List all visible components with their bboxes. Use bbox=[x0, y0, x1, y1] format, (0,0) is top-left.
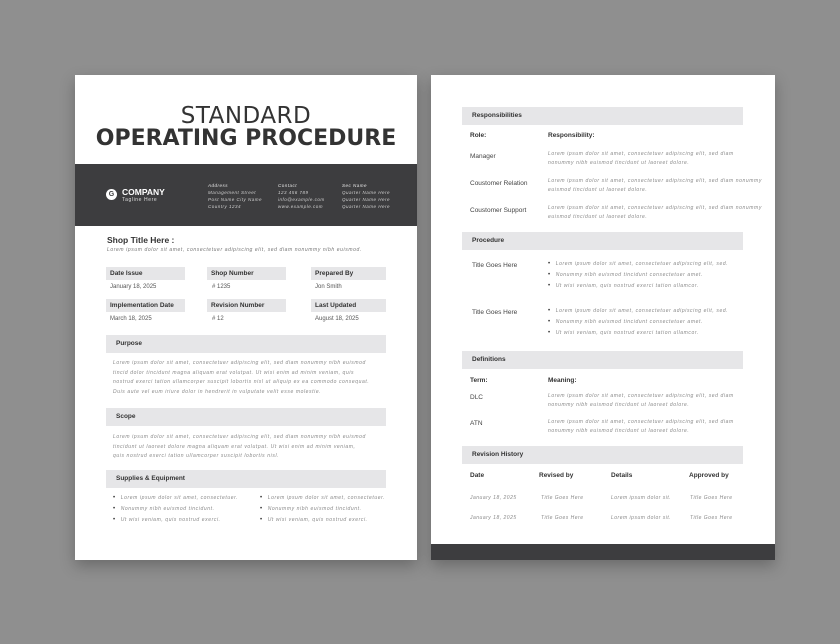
company-logo-icon: G bbox=[106, 189, 117, 200]
footer-band bbox=[431, 544, 775, 560]
shop-number-label: Shop Number bbox=[207, 267, 286, 280]
contact-line: 123 456 789 bbox=[278, 190, 309, 195]
role-customer-relation: Coustomer Relation bbox=[470, 180, 528, 187]
revision-row-approved-by: Title Goes Here bbox=[690, 495, 733, 501]
section-block bbox=[342, 182, 390, 210]
title-line-2: OPERATING PROCEDURE bbox=[95, 126, 397, 151]
responsibilities-heading: Responsibilities bbox=[462, 107, 743, 125]
address-line: Management Street bbox=[208, 190, 257, 195]
company-name: COMPANY bbox=[122, 187, 165, 197]
purpose-heading: Purpose bbox=[106, 335, 386, 353]
date-issue-value: January 18, 2025 bbox=[110, 284, 157, 290]
contact-block bbox=[278, 182, 325, 210]
revision-number-value: # 12 bbox=[212, 316, 224, 322]
sop-page-front bbox=[75, 75, 417, 560]
procedure-step-title: Title Goes Here bbox=[472, 262, 518, 269]
responsibility-text bbox=[548, 150, 734, 167]
list-item: • Lorem ipsum dolor sit amet, consectetuer adipiscing elit, sed. bbox=[548, 259, 728, 270]
role-manager: Manager bbox=[470, 153, 496, 160]
address-line: Country 1234 bbox=[208, 204, 242, 209]
list-item: • Nonummy nibh euismod tincidunt. bbox=[260, 504, 385, 515]
revision-header-details: Details bbox=[611, 472, 633, 479]
revision-header-approved-by: Approved by bbox=[689, 472, 729, 479]
role-column-header: Role: bbox=[470, 132, 487, 139]
responsibility-line: Lorem ipsum dolor sit amet, consectetuer adipiscing elit, sed diam bbox=[548, 151, 734, 157]
purpose-line: nostrud exerci tation ullamcorper suscipit lobortis nisl ut aliquip ex ea commodo consequat. bbox=[113, 379, 370, 385]
address-line: Post Name City Name bbox=[208, 197, 263, 202]
revision-header-date: Date bbox=[470, 472, 485, 479]
list-item: • Lorem ipsum dolor sit amet, consectetuer. bbox=[113, 493, 238, 504]
header-band bbox=[75, 164, 417, 226]
procedure-heading: Procedure bbox=[462, 232, 743, 250]
meaning-column-header: Meaning: bbox=[548, 377, 577, 384]
last-updated-label: Last Updated bbox=[311, 299, 386, 312]
scope-line: tincidunt ut laoreet dolore magna aliquam erat volutpat. Ut wisi enim ad minim veniam, bbox=[113, 443, 356, 450]
meaning-text bbox=[548, 392, 734, 409]
list-item: • Ut wisi veniam, quis nostrud exerci tation ullamcor. bbox=[548, 328, 728, 339]
purpose-line: Duis aute vel eum iriure dolor in hendrerit in vulputate velit esse molestie. bbox=[113, 388, 322, 395]
list-item: • Lorem ipsum dolor sit amet, consectetuer. bbox=[260, 493, 385, 504]
purpose-line: tincid dolor tincidunt magna aliquam erat volutpat. Ut wisi enim ad minim veniam, quis bbox=[113, 369, 355, 376]
section-line: Quarter Name Here bbox=[342, 190, 391, 195]
meaning-text bbox=[548, 418, 734, 435]
list-item: • Nonummy nibh euismod tincidunt. bbox=[113, 504, 238, 515]
prepared-by-label: Prepared By bbox=[311, 267, 386, 280]
last-updated-value: August 18, 2025 bbox=[315, 316, 359, 322]
shop-number-value: # 1235 bbox=[212, 284, 231, 290]
list-item: • Ut wisi veniam, quis nostrud exerci. bbox=[260, 515, 385, 526]
revision-row-date: January 18, 2025 bbox=[470, 495, 517, 501]
list-item: • Nonummy nibh euismod tincidunt consectetuer amet. bbox=[548, 270, 728, 281]
revision-row-details: Lorem ipsum dolor sit. bbox=[611, 495, 672, 501]
supplies-list-1 bbox=[113, 493, 238, 526]
procedure-step-title: Title Goes Here bbox=[472, 309, 518, 316]
supplies-heading: Supplies & Equipment bbox=[106, 470, 386, 488]
responsibility-text bbox=[548, 204, 762, 221]
address-block bbox=[208, 182, 262, 210]
meaning-line: nonummy nibh euismod tincidunt ut laoreet dolore. bbox=[548, 427, 690, 434]
role-customer-support: Coustomer Support bbox=[470, 207, 527, 214]
term-atn: ATN bbox=[470, 420, 483, 427]
revision-row-revised-by: Title Goes Here bbox=[541, 515, 584, 521]
purpose-line: Lorem ipsum dolor sit amet, consectetuer adipiscing elit, sed diam nonummy nibh euismod bbox=[113, 360, 366, 366]
implementation-date-value: March 18, 2025 bbox=[110, 316, 152, 322]
meaning-line: Lorem ipsum dolor sit amet, consectetuer adipiscing elit, sed diam bbox=[548, 419, 734, 425]
list-item: • Ut wisi veniam, quis nostrud exerci tation ullamcor. bbox=[548, 281, 728, 292]
scope-line: quis nostrud exerci tation ullamcorper suscipit lobortis nisl. bbox=[113, 453, 280, 459]
scope-line: Lorem ipsum dolor sit amet, consectetuer adipiscing elit, sed diam nonummy nibh euismod bbox=[113, 434, 366, 440]
list-item: • Ut wisi veniam, quis nostrud exerci. bbox=[113, 515, 238, 526]
date-issue-label: Date Issue bbox=[106, 267, 185, 280]
revision-history-heading: Revision History bbox=[462, 446, 743, 464]
supplies-list-2 bbox=[260, 493, 385, 526]
revision-row-approved-by: Title Goes Here bbox=[690, 515, 733, 521]
title-line-1: STANDARD bbox=[180, 103, 312, 129]
meaning-line: Lorem ipsum dolor sit amet, consectetuer adipiscing elit, sed diam bbox=[548, 393, 734, 399]
revision-number-label: Revision Number bbox=[207, 299, 286, 312]
list-item: • Lorem ipsum dolor sit amet, consectetuer adipiscing elit, sed. bbox=[548, 306, 728, 317]
term-column-header: Term: bbox=[470, 377, 488, 384]
section-line: Quarter Name Here bbox=[342, 204, 391, 209]
prepared-by-value: Jon Smith bbox=[315, 284, 342, 290]
sop-page-back bbox=[431, 75, 775, 560]
contact-line: info@example.com bbox=[278, 197, 325, 202]
purpose-text bbox=[113, 359, 369, 397]
responsibility-line: nonummy nibh euismod tincidunt ut laoreet dolore. bbox=[548, 159, 690, 166]
list-item: • Nonummy nibh euismod tincidunt consectetuer amet. bbox=[548, 317, 728, 328]
procedure-step-bullets bbox=[548, 259, 728, 292]
revision-row-details: Lorem ipsum dolor sit. bbox=[611, 515, 672, 521]
section-heading: Sec Name bbox=[342, 183, 368, 188]
revision-row-date: January 18, 2025 bbox=[470, 515, 517, 521]
definitions-heading: Definitions bbox=[462, 351, 743, 369]
section-line: Quarter Name Here bbox=[342, 197, 391, 202]
term-dlc: DLC bbox=[470, 394, 484, 401]
responsibility-line: euismod tincidunt ut laoreet dolore. bbox=[548, 213, 648, 220]
revision-row-revised-by: Title Goes Here bbox=[541, 495, 584, 501]
contact-line: www.example.com bbox=[278, 204, 324, 209]
scope-heading: Scope bbox=[106, 408, 386, 426]
shop-title: Shop Title Here : bbox=[107, 235, 175, 245]
scope-text bbox=[113, 433, 366, 462]
shop-subtitle: Lorem ipsum dolor sit amet, consectetuer adipiscing elit, sed diam nonummy nibh euismod. bbox=[107, 247, 362, 253]
responsibility-line: euismod tincidunt ut laoreet dolore. bbox=[548, 186, 648, 193]
responsibility-line: Lorem ipsum dolor sit amet, consectetuer adipiscing elit, sed diam nonummy bbox=[548, 205, 762, 211]
meaning-line: nonummy nibh euismod tincidunt ut laoreet dolore. bbox=[548, 401, 690, 408]
revision-header-revised-by: Revised by bbox=[539, 472, 574, 479]
address-heading: Address bbox=[208, 183, 229, 188]
responsibility-line: Lorem ipsum dolor sit amet, consectetuer adipiscing elit, sed diam nonummy bbox=[548, 178, 762, 184]
contact-heading: Contact bbox=[278, 183, 298, 188]
responsibility-text bbox=[548, 177, 762, 194]
responsibility-column-header: Responsibility: bbox=[548, 132, 595, 139]
implementation-date-label: Implementation Date bbox=[106, 299, 185, 312]
company-tagline: Tagline Here bbox=[122, 197, 158, 203]
procedure-step-bullets bbox=[548, 306, 728, 339]
